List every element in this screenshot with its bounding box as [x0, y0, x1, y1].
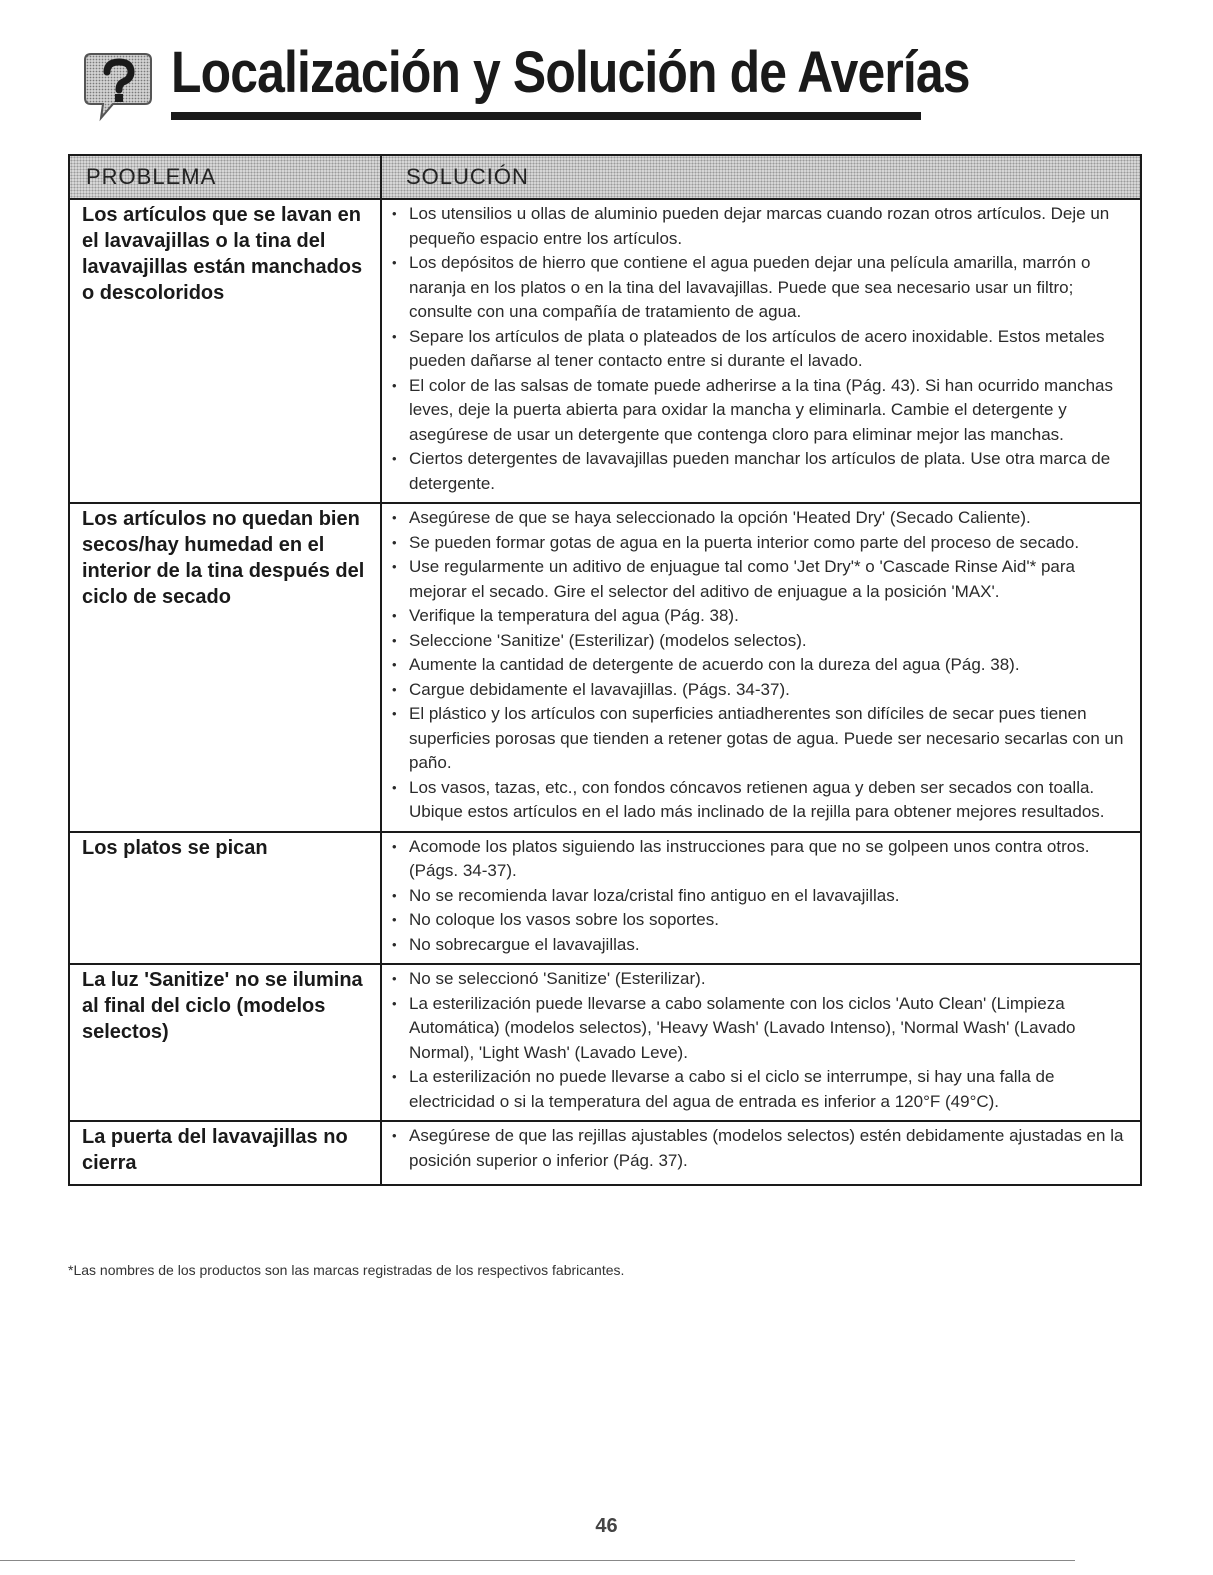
column-header-problem: PROBLEMA	[70, 156, 382, 198]
table-body	[70, 200, 1140, 1184]
solution-item: • No se recomienda lavar loza/cristal fino antiguo en el lavavajillas.	[390, 884, 1126, 909]
solution-item: • Se pueden formar gotas de agua en la puerta interior como parte del proceso de secado.	[390, 531, 1126, 556]
column-header-solution: SOLUCIÓN	[382, 156, 1140, 198]
solution-cell	[382, 1122, 1140, 1184]
table-row	[70, 200, 1140, 504]
solution-item: • No se seleccionó 'Sanitize' (Esterilizar).	[390, 967, 1126, 992]
problem-cell: Los artículos que se lavan en el lavavajillas o la tina del lavavajillas están manchados o descoloridos	[70, 200, 382, 502]
problem-cell: La puerta del lavavajillas no cierra	[70, 1122, 382, 1184]
solution-item: • Acomode los platos siguiendo las instrucciones para que no se golpeen unos contra otros. (Págs. 34-37).	[390, 835, 1126, 884]
solution-cell	[382, 200, 1140, 502]
table-row	[70, 1122, 1140, 1184]
footnote: *Las nombres de los productos son las marcas registradas de los respectivos fabricantes.	[68, 1262, 625, 1278]
solution-item: • Verifique la temperatura del agua (Pág. 38).	[390, 604, 1126, 629]
solution-list	[390, 967, 1126, 1114]
solution-list	[390, 1124, 1126, 1173]
bottom-rule	[0, 1560, 1075, 1561]
solution-item: • No sobrecargue el lavavajillas.	[390, 933, 1126, 958]
question-mark-icon	[83, 52, 153, 122]
solution-item: • Cargue debidamente el lavavajillas. (Págs. 34-37).	[390, 678, 1126, 703]
solution-item: • La esterilización puede llevarse a cabo solamente con los ciclos 'Auto Clean' (Limpieza Automática) (modelos selectos), 'Heavy Wash' (Lavado Intenso), 'Normal Wash' (Lavado Normal), 'Light Wash' (Lavado Leve).	[390, 992, 1126, 1066]
solution-item: • Seleccione 'Sanitize' (Esterilizar) (modelos selectos).	[390, 629, 1126, 654]
title-underline	[171, 112, 921, 120]
solution-item: • Asegúrese de que se haya seleccionado la opción 'Heated Dry' (Secado Caliente).	[390, 506, 1126, 531]
table-header	[70, 156, 1140, 200]
solution-list	[390, 506, 1126, 825]
solution-item: • No coloque los vasos sobre los soportes.	[390, 908, 1126, 933]
troubleshooting-table	[68, 154, 1142, 1186]
solution-item: • Aumente la cantidad de detergente de acuerdo con la dureza del agua (Pág. 38).	[390, 653, 1126, 678]
page-number: 46	[595, 1515, 618, 1537]
solution-item: • El plástico y los artículos con superficies antiadherentes son difíciles de secar pues tienen superficies porosas que tienden a retener gotas de agua. Puede ser necesario secarlas con un paño.	[390, 702, 1126, 776]
solution-list	[390, 835, 1126, 958]
problem-cell: La luz 'Sanitize' no se ilumina al final del ciclo (modelos selectos)	[70, 965, 382, 1120]
page-title: Localización y Solución de Averías	[171, 40, 970, 105]
solution-cell	[382, 965, 1140, 1120]
solution-item: • Los utensilios u ollas de aluminio pueden dejar marcas cuando rozan otros artículos. Deje un pequeño espacio entre los artículos.	[390, 202, 1126, 251]
solution-item: • Ciertos detergentes de lavavajillas pueden manchar los artículos de plata. Use otra marca de detergente.	[390, 447, 1126, 496]
solution-item: • La esterilización no puede llevarse a cabo si el ciclo se interrumpe, si hay una falla de electricidad o si la temperatura del agua de entrada es inferior a 120°F (49°C).	[390, 1065, 1126, 1114]
solution-item: • Los vasos, tazas, etc., con fondos cóncavos retienen agua y deben ser secados con toalla. Ubique estos artículos en el lado más inclinado de la rejilla para obtener mejores resultados.	[390, 776, 1126, 825]
problem-cell: Los artículos no quedan bien secos/hay humedad en el interior de la tina después del ciclo de secado	[70, 504, 382, 831]
table-row	[70, 504, 1140, 833]
solution-list	[390, 202, 1126, 496]
problem-cell: Los platos se pican	[70, 833, 382, 964]
solution-item: • Asegúrese de que las rejillas ajustables (modelos selectos) estén debidamente ajustadas en la posición superior o inferior (Pág. 37).	[390, 1124, 1126, 1173]
table-row	[70, 833, 1140, 966]
solution-item: • Los depósitos de hierro que contiene el agua pueden dejar una película amarilla, marrón o naranja en los platos o en la tina del lavavajillas. Puede que sea necesario usar un filtro; consulte con una compañía de tratamiento de agua.	[390, 251, 1126, 325]
solution-cell	[382, 504, 1140, 831]
solution-item: • El color de las salsas de tomate puede adherirse a la tina (Pág. 43). Si han ocurrido manchas leves, deje la puerta abierta para oxidar la mancha y eliminarla. Cambie el detergente y asegúrese de usar un detergente que contenga cloro para eliminar mejor las manchas.	[390, 374, 1126, 448]
solution-cell	[382, 833, 1140, 964]
solution-item: • Use regularmente un aditivo de enjuague tal como 'Jet Dry'* o 'Cascade Rinse Aid'* para mejorar el secado. Gire el selector del aditivo de enjuague a la posición 'MAX'.	[390, 555, 1126, 604]
table-row	[70, 965, 1140, 1122]
solution-item: • Separe los artículos de plata o plateados de los artículos de acero inoxidable. Estos metales pueden dañarse al tener contacto entre si durante el lavado.	[390, 325, 1126, 374]
